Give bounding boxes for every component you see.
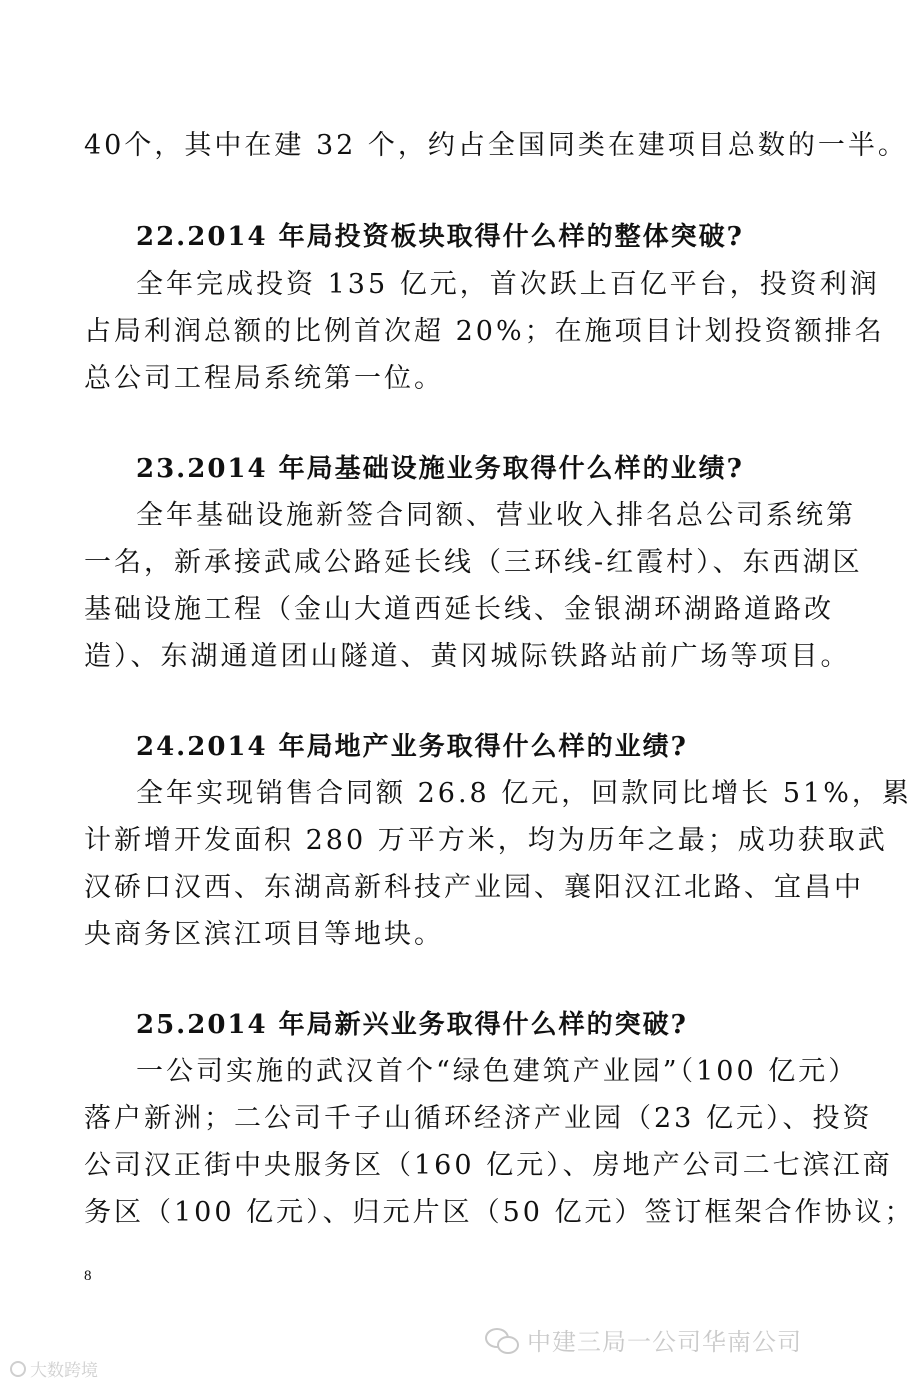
body-line: 落户新洲；二公司千子山循环经济产业园（23 亿元）、投资: [84, 1103, 873, 1134]
body-line: 造）、东湖通道团山隧道、黄冈城际铁路站前广场等项目。: [84, 641, 851, 672]
body-line: 一名，新承接武咸公路延长线（三环线-红霞村）、东西湖区: [84, 547, 863, 578]
body-line: 全年完成投资 135 亿元，首次跃上百亿平台，投资利润: [136, 269, 880, 300]
body-line: 基础设施工程（金山大道西延长线、金银湖环湖路道路改: [84, 594, 834, 625]
body-line: 40个，其中在建 32 个，约占全国同类在建项目总数的一半。: [84, 130, 908, 161]
body-line: 全年实现销售合同额 26.8 亿元，回款同比增长 51%，累: [136, 778, 912, 809]
page-number: 8: [84, 1268, 92, 1284]
body-line: 央商务区滨江项目等地块。: [84, 919, 444, 950]
section-heading-23: 23.2014 年局基础设施业务取得什么样的业绩?: [136, 454, 744, 484]
body-line: 计新增开发面积 280 万平方米，均为历年之最；成功获取武: [84, 825, 888, 856]
source-mark-text: 大数跨境: [30, 1361, 98, 1381]
watermark: [485, 1322, 802, 1357]
logo-icon: [10, 1361, 26, 1377]
body-line: 务区（100 亿元）、归元片区（50 亿元）签订框架合作协议；: [84, 1197, 915, 1228]
body-line: 全年基础设施新签合同额、营业收入排名总公司系统第: [136, 500, 856, 531]
watermark-text: 中建三局一公司华南公司: [527, 1328, 802, 1356]
body-line: 总公司工程局系统第一位。: [84, 363, 444, 394]
section-heading-25: 25.2014 年局新兴业务取得什么样的突破?: [136, 1010, 688, 1040]
wechat-icon: [485, 1326, 519, 1354]
section-heading-24: 24.2014 年局地产业务取得什么样的业绩?: [136, 732, 688, 762]
section-heading-22: 22.2014 年局投资板块取得什么样的整体突破?: [136, 222, 744, 252]
body-line: 汉硚口汉西、东湖高新科技产业园、襄阳汉江北路、宜昌中: [84, 872, 864, 903]
source-mark: [10, 1356, 98, 1381]
body-line: 一公司实施的武汉首个“绿色建筑产业园”（100 亿元）: [136, 1056, 859, 1087]
body-line: 公司汉正街中央服务区（160 亿元）、房地产公司二七滨江商: [84, 1150, 893, 1181]
body-line: 占局利润总额的比例首次超 20%；在施项目计划投资额排名: [84, 316, 885, 347]
